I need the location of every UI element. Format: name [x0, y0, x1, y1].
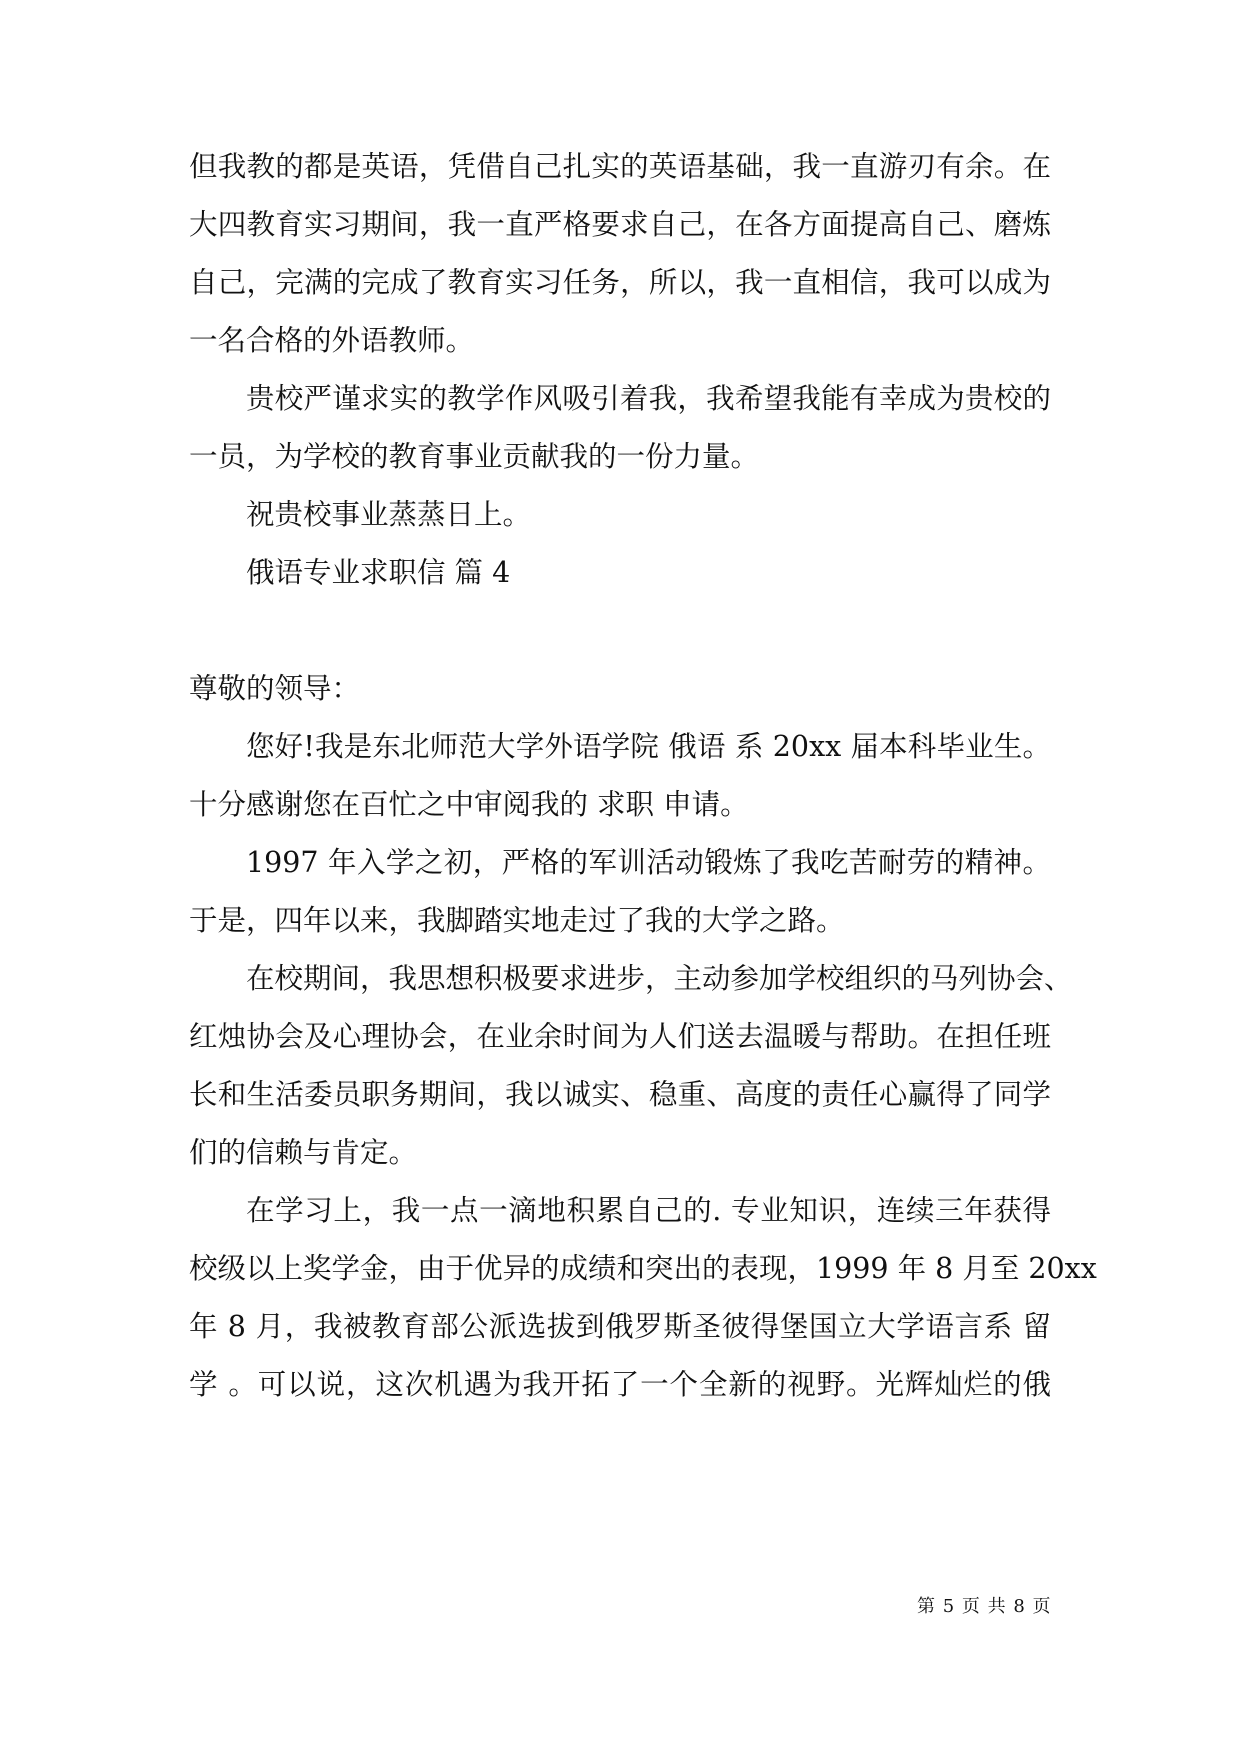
salutation: 尊敬的领导： [189, 672, 361, 705]
text-line: 们的信赖与肯定。 [189, 1136, 418, 1169]
text-line: 自己，完满的完成了教育实习任务，所以，我一直相信，我可以成为 [189, 266, 1051, 299]
text-line: 但我教的都是英语，凭借自己扎实的英语基础，我一直游刃有余。在 [189, 150, 1051, 183]
text-line: 一员，为学校的教育事业贡献我的一份力量。 [189, 440, 760, 473]
text-line: 在校期间，我思想积极要求进步，主动参加学校组织的马列协会、 [246, 962, 1073, 995]
text-line: 十分感谢您在百忙之中审阅我的 求职 申请。 [189, 788, 749, 821]
text-line: 于是，四年以来，我脚踏实地走过了我的大学之路。 [189, 904, 845, 937]
text-line: 贵校严谨求实的教学作风吸引着我，我希望我能有幸成为贵校的 [246, 382, 1051, 415]
text-line: 年 8 月，我被教育部公派选拔到俄罗斯圣彼得堡国立大学语言系 留 [189, 1310, 1051, 1343]
text-line: 红烛协会及心理协会，在业余时间为人们送去温暖与帮助。在担任班 [189, 1020, 1051, 1053]
text-line: 学 。可以说，这次机遇为我开拓了一个全新的视野。光辉灿烂的俄 [189, 1368, 1051, 1401]
text-line: 大四教育实习期间，我一直严格要求自己，在各方面提高自己、磨炼 [189, 208, 1051, 241]
text-line: 1997 年入学之初，严格的军训活动锻炼了我吃苦耐劳的精神。 [246, 846, 1051, 879]
page-number-footer: 第 5 页 共 8 页 [917, 1596, 1052, 1617]
text-line: 校级以上奖学金，由于优异的成绩和突出的表现，1999 年 8 月至 20xx [189, 1252, 1097, 1285]
text-line: 您好!我是东北师范大学外语学院 俄语 系 20xx 届本科毕业生。 [246, 730, 1051, 763]
text-line: 一名合格的外语教师。 [189, 324, 475, 357]
text-line: 祝贵校事业蒸蒸日上。 [246, 498, 532, 531]
text-line: 在学习上，我一点一滴地积累自己的. 专业知识，连续三年获得 [246, 1194, 1051, 1227]
section-heading: 俄语专业求职信 篇 4 [246, 556, 511, 589]
text-line: 长和生活委员职务期间，我以诚实、稳重、高度的责任心赢得了同学 [189, 1078, 1051, 1111]
